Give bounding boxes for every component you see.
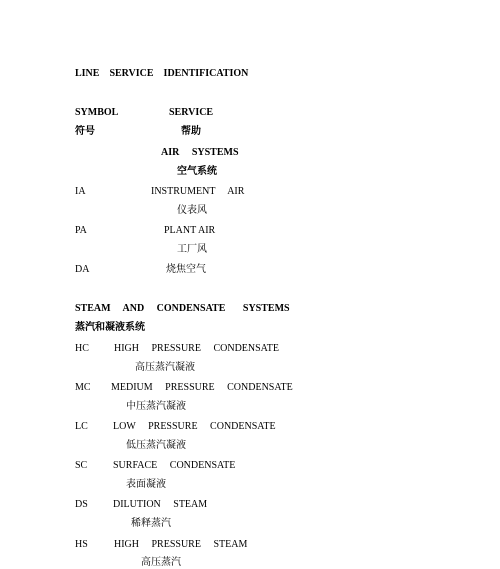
service-name: MEDIUM PRESSURE CONDENSATE [111, 382, 293, 393]
service-name: HIGH PRESSURE STEAM [114, 539, 248, 550]
service-name: SURFACE CONDENSATE [113, 460, 236, 471]
service-name: DILUTION STEAM [113, 499, 208, 510]
symbol-header-cn: 符号 [75, 126, 95, 137]
service-name-cn: 中压蒸汽凝液 [126, 401, 186, 412]
service-code: PA [75, 225, 87, 236]
air-systems-heading: AIR SYSTEMS [161, 147, 239, 158]
service-name-cn: 仪表风 [177, 205, 207, 216]
service-code: LC [75, 421, 88, 432]
air-systems-heading-cn: 空气系统 [177, 166, 217, 177]
service-name-cn: 表面凝液 [126, 479, 166, 490]
service-name: LOW PRESSURE CONDENSATE [113, 421, 276, 432]
service-code: DA [75, 264, 90, 275]
service-name: HIGH PRESSURE CONDENSATE [114, 343, 280, 354]
service-name: PLANT AIR [164, 225, 216, 236]
steam-systems-heading: STEAM AND CONDENSATE SYSTEMS [75, 303, 290, 314]
service-code: MC [75, 382, 91, 393]
service-code: HC [75, 343, 89, 354]
service-code: SC [75, 460, 88, 471]
service-name-cn: 低压蒸汽凝液 [126, 440, 186, 451]
service-name-cn: 高压蒸汽凝液 [135, 362, 195, 373]
service-name-cn: 烧焦空气 [166, 264, 206, 275]
steam-systems-heading-cn: 蒸汽和凝液系统 [75, 322, 145, 333]
service-name-cn: 稀释蒸汽 [131, 518, 171, 529]
service-header: SERVICE [169, 107, 214, 118]
service-code: IA [75, 186, 86, 197]
service-code: DS [75, 499, 88, 510]
document-title: LINE SERVICE IDENTIFICATION [75, 68, 249, 79]
service-name: INSTRUMENT AIR [151, 186, 245, 197]
service-name-cn: 高压蒸汽 [141, 557, 181, 568]
symbol-header: SYMBOL [75, 107, 119, 118]
service-code: HS [75, 539, 88, 550]
service-name-cn: 工厂风 [177, 244, 207, 255]
service-header-cn: 帮助 [181, 126, 201, 137]
